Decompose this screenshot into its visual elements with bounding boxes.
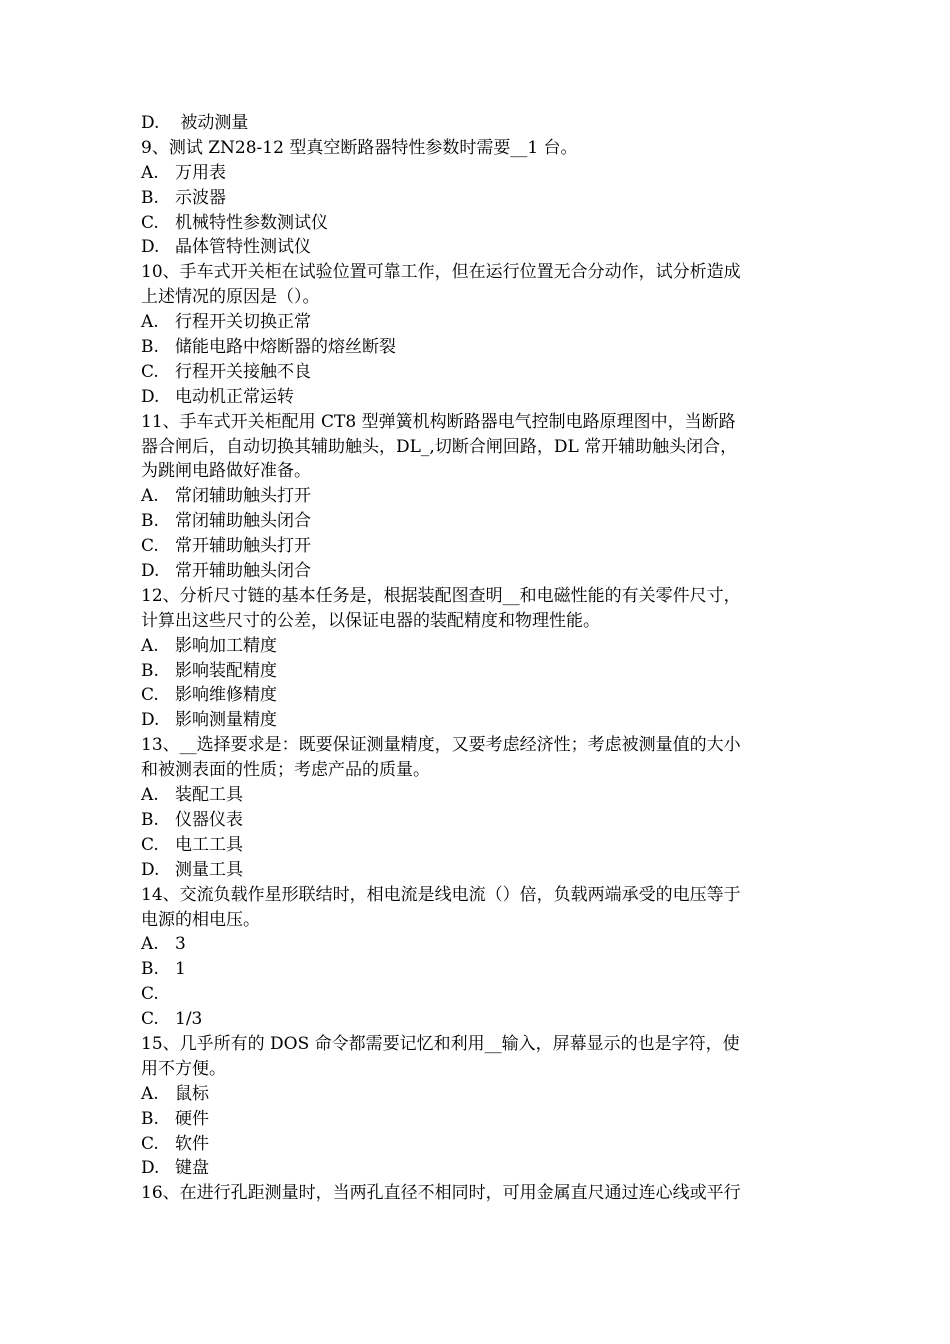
option-letter: B. xyxy=(141,337,159,358)
option-letter: A. xyxy=(141,1083,159,1104)
option-letter: D. xyxy=(141,859,160,880)
option-text: 测量工具 xyxy=(175,859,243,880)
answer-option xyxy=(141,708,813,733)
option-letter: C. xyxy=(141,536,159,557)
question-text-line: 电源的相电压。 xyxy=(141,909,260,930)
answer-option xyxy=(141,211,813,236)
question-text-line: 器合闸后，自动切换其辅助触头，DL_,切断合闸回路，DL 常开辅助触头闭合， xyxy=(141,436,738,457)
question-text-line: 16、在进行孔距测量时，当两孔直径不相同时，可用金属直尺通过连心线或平行 xyxy=(141,1183,741,1204)
option-letter: D. xyxy=(141,113,160,133)
answer-option xyxy=(141,161,813,186)
option-text: 行程开关接触不良 xyxy=(175,361,311,382)
option-letter: C. xyxy=(141,1009,159,1030)
option-text: 装配工具 xyxy=(175,785,243,806)
document-body xyxy=(141,111,813,1206)
answer-option xyxy=(141,509,813,534)
option-text: 键盘 xyxy=(175,1158,209,1179)
option-letter: A. xyxy=(141,162,159,183)
option-letter: D. xyxy=(141,237,160,258)
answer-option xyxy=(141,982,813,1007)
question-text-line: 13、__选择要求是：既要保证测量精度，又要考虑经济性；考虑被测量值的大小 xyxy=(141,735,741,756)
question-text-line: 计算出这些尺寸的公差，以保证电器的装配精度和物理性能。 xyxy=(141,610,600,631)
question-text-line: 14、交流负载作星形联结时，相电流是线电流（）倍，负载两端承受的电压等于 xyxy=(141,884,741,905)
question-stem xyxy=(141,136,813,161)
question-text-line: 9、测试 ZN28-12 型真空断路器特性参数时需要__1 台。 xyxy=(141,137,578,158)
option-letter: B. xyxy=(141,1108,159,1129)
option-letter: A. xyxy=(141,486,159,507)
option-text: 影响加工精度 xyxy=(175,635,277,656)
option-text: 电工工具 xyxy=(175,834,243,855)
option-text: 影响维修精度 xyxy=(175,685,277,706)
option-text: 万用表 xyxy=(175,162,226,183)
question-stem xyxy=(141,1181,813,1206)
answer-option xyxy=(141,957,813,982)
option-text: 影响测量精度 xyxy=(175,710,277,731)
answer-option xyxy=(141,634,813,659)
answer-option xyxy=(141,310,813,335)
question-text-line: 10、手车式开关柜在试验位置可靠工作，但在运行位置无合分动作，试分析造成 xyxy=(141,262,741,283)
answer-option xyxy=(141,659,813,684)
question-stem xyxy=(141,1032,813,1082)
option-letter: A. xyxy=(141,312,159,333)
answer-option xyxy=(141,484,813,509)
question-text-line: 11、手车式开关柜配用 CT8 型弹簧机构断路器电气控制电路原理图中，当断路 xyxy=(141,411,736,432)
option-text: 常闭辅助触头闭合 xyxy=(175,511,311,532)
answer-option xyxy=(141,559,813,584)
option-letter: B. xyxy=(141,187,159,208)
option-letter: C. xyxy=(141,984,159,1005)
answer-option xyxy=(141,335,813,360)
option-letter: D. xyxy=(141,386,160,407)
option-letter: A. xyxy=(141,635,159,656)
option-letter: C. xyxy=(141,212,159,233)
question-stem xyxy=(141,883,813,933)
option-letter: B. xyxy=(141,660,159,681)
answer-option xyxy=(141,1082,813,1107)
option-text: 3 xyxy=(175,934,186,955)
option-letter: C. xyxy=(141,685,159,706)
option-text: 鼠标 xyxy=(175,1083,209,1104)
question-text-line: 用不方便。 xyxy=(141,1058,226,1079)
answer-option xyxy=(141,186,813,211)
question-text-line: 为跳闸电路做好准备。 xyxy=(141,461,311,482)
option-text: 被动测量 xyxy=(175,113,249,133)
option-text: 软件 xyxy=(175,1133,209,1154)
option-letter: B. xyxy=(141,959,159,980)
option-text: 常闭辅助触头打开 xyxy=(175,486,311,507)
answer-option xyxy=(141,1132,813,1157)
option-text: 1 xyxy=(175,959,186,980)
option-letter: B. xyxy=(141,809,159,830)
answer-option xyxy=(141,534,813,559)
question-stem xyxy=(141,733,813,783)
option-text: 机械特性参数测试仪 xyxy=(175,212,328,233)
option-letter: A. xyxy=(141,785,159,806)
option-letter: D. xyxy=(141,1158,160,1179)
option-text: 行程开关切换正常 xyxy=(175,312,311,333)
answer-option xyxy=(141,932,813,957)
answer-option xyxy=(141,1107,813,1132)
option-text: 电动机正常运转 xyxy=(175,386,294,407)
question-text-line: 上述情况的原因是（）。 xyxy=(141,287,320,308)
option-letter: A. xyxy=(141,934,159,955)
question-stem xyxy=(141,584,813,634)
option-letter: B. xyxy=(141,511,159,532)
answer-option xyxy=(141,385,813,410)
option-text: 晶体管特性测试仪 xyxy=(175,237,311,258)
option-text: 影响装配精度 xyxy=(175,660,277,681)
answer-option xyxy=(141,360,813,385)
option-text: 示波器 xyxy=(175,187,226,208)
option-text: 仪器仪表 xyxy=(175,809,243,830)
option-letter: C. xyxy=(141,1133,159,1154)
option-text: 常开辅助触头闭合 xyxy=(175,561,311,582)
answer-option xyxy=(141,783,813,808)
answer-option xyxy=(141,858,813,883)
question-stem xyxy=(141,260,813,310)
question-text-line: 15、几乎所有的 DOS 命令都需要记忆和利用__输入，屏幕显示的也是字符，使 xyxy=(141,1033,740,1054)
option-text: 1/3 xyxy=(175,1009,203,1030)
answer-option xyxy=(141,235,813,260)
answer-option xyxy=(141,833,813,858)
option-letter: D. xyxy=(141,710,160,731)
question-text-line: 12、分析尺寸链的基本任务是，根据装配图查明__和电磁性能的有关零件尺寸， xyxy=(141,585,741,606)
answer-option xyxy=(141,1007,813,1032)
answer-option xyxy=(141,111,813,136)
option-letter: D. xyxy=(141,561,160,582)
question-stem xyxy=(141,410,813,485)
answer-option xyxy=(141,1156,813,1181)
option-letter: C. xyxy=(141,834,159,855)
option-text: 硬件 xyxy=(175,1108,209,1129)
option-letter: C. xyxy=(141,361,159,382)
answer-option xyxy=(141,683,813,708)
option-text: 常开辅助触头打开 xyxy=(175,536,311,557)
answer-option xyxy=(141,808,813,833)
question-text-line: 和被测表面的性质；考虑产品的质量。 xyxy=(141,760,430,781)
option-text: 储能电路中熔断器的熔丝断裂 xyxy=(175,337,396,358)
